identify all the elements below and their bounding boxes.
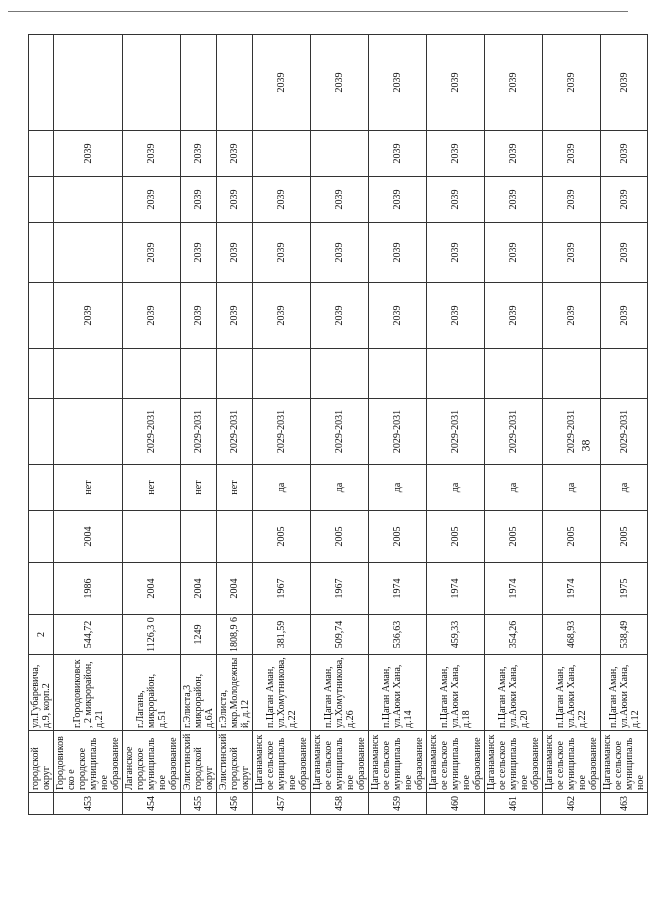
table-cell: 2039 <box>427 223 485 283</box>
table-cell <box>217 349 253 399</box>
table-cell: 2004 <box>181 563 217 615</box>
table-cell: 1974 <box>427 563 485 615</box>
table-cell: 2039 <box>311 223 369 283</box>
table-cell <box>29 131 54 177</box>
table-cell: 457 <box>253 793 311 815</box>
table-cell: 1967 <box>311 563 369 615</box>
table-cell: 2039 <box>123 131 181 177</box>
table-cell: 2039 <box>217 177 253 223</box>
table-cell: 2039 <box>311 283 369 349</box>
table-cell: 2039 <box>253 223 311 283</box>
table-cell: 2029-2031 <box>427 399 485 465</box>
table-row <box>543 35 601 815</box>
table-cell: Цаганаманское сельское муниципальное образование <box>311 731 369 793</box>
table-cell: 460 <box>427 793 485 815</box>
table-cell: 2039 <box>369 223 427 283</box>
table-cell: нет <box>123 465 181 511</box>
table-cell: 2039 <box>253 35 311 131</box>
table-cell: 2039 <box>217 283 253 349</box>
table-cell: 2039 <box>123 283 181 349</box>
table-cell: да <box>253 465 311 511</box>
table-cell: п.Цаган Аман, ул.Аюки Хана, д.12 <box>601 655 648 731</box>
table-cell: да <box>427 465 485 511</box>
table-cell: 1967 <box>253 563 311 615</box>
table-cell: 462 <box>543 793 601 815</box>
table-cell: 2 <box>29 615 54 655</box>
table-cell: 2039 <box>181 131 217 177</box>
table-cell: 2039 <box>369 35 427 131</box>
table-cell: 2005 <box>543 511 601 563</box>
table-cell: 2039 <box>485 131 543 177</box>
table-cell: да <box>369 465 427 511</box>
table-cell: 454 <box>123 793 181 815</box>
table-cell: 2039 <box>427 177 485 223</box>
table-cell: 2039 <box>181 177 217 223</box>
table-cell <box>29 35 54 131</box>
table-cell: 2039 <box>601 131 648 177</box>
table-cell <box>543 349 601 399</box>
table-cell <box>217 511 253 563</box>
table-cell: п.Цаган Аман, ул.Аюки Хана, д.22 <box>543 655 601 731</box>
table-cell: 2029-2031 <box>311 399 369 465</box>
table-cell: 2029-2031 <box>217 399 253 465</box>
table-cell: 2039 <box>217 131 253 177</box>
table-cell: 1974 <box>485 563 543 615</box>
table-cell: 2039 <box>543 131 601 177</box>
table-cell: 1126,3 0 <box>123 615 181 655</box>
table-cell: городской округ <box>29 731 54 793</box>
table-cell: 2029-2031 <box>485 399 543 465</box>
table-cell: Цаганаманское сельское муниципальное образование <box>369 731 427 793</box>
table-cell: г.Элиста, мкр.Молодежный, д.12 <box>217 655 253 731</box>
table-cell: 1808,9 6 <box>217 615 253 655</box>
table-cell <box>29 793 54 815</box>
table-cell: 458 <box>311 793 369 815</box>
table-cell: 2029-2031 <box>123 399 181 465</box>
table-cell: 2039 <box>543 35 601 131</box>
table-cell <box>181 35 217 131</box>
table-cell: да <box>311 465 369 511</box>
table-cell: 2039 <box>543 177 601 223</box>
table-cell: 2039 <box>601 283 648 349</box>
table-header-row <box>29 35 54 815</box>
table-cell: 2029-2031 <box>601 399 648 465</box>
table-cell: 2029-2031 <box>181 399 217 465</box>
table-cell: Лаганское городское муниципальное образование <box>123 731 181 793</box>
table-cell: 2039 <box>485 223 543 283</box>
table-cell: 2039 <box>485 177 543 223</box>
table-cell: 468,93 <box>543 615 601 655</box>
table-cell: Городовиковско е городское муниципальное образование <box>54 731 123 793</box>
table-cell <box>29 223 54 283</box>
table-cell: 456 <box>217 793 253 815</box>
table-cell: п.Цаган Аман, ул.Аюки Хана, д.14 <box>369 655 427 731</box>
table-cell: 2039 <box>54 131 123 177</box>
table-cell: 455 <box>181 793 217 815</box>
table-cell: 2039 <box>543 283 601 349</box>
table-cell <box>54 349 123 399</box>
table-cell: нет <box>217 465 253 511</box>
table-cell <box>54 35 123 131</box>
table-cell: 2039 <box>427 35 485 131</box>
table-cell: 2039 <box>123 177 181 223</box>
table-cell: 2039 <box>543 223 601 283</box>
table-row <box>485 35 543 815</box>
table-cell: п.Цаган Аман, ул.Хомутникова, д.22 <box>253 655 311 731</box>
table-row <box>311 35 369 815</box>
table-cell: 2004 <box>217 563 253 615</box>
table-cell: нет <box>54 465 123 511</box>
table-cell: 2004 <box>54 511 123 563</box>
table-row <box>601 35 648 815</box>
top-rule <box>8 11 628 12</box>
table-cell: г.Городовиковск, 2 микрорайон, д.21 <box>54 655 123 731</box>
table-cell: 2005 <box>311 511 369 563</box>
table-cell: 2039 <box>181 223 217 283</box>
table-cell: 2005 <box>485 511 543 563</box>
table-cell: 509,74 <box>311 615 369 655</box>
table-cell <box>54 399 123 465</box>
table-cell: 459,33 <box>427 615 485 655</box>
table-cell <box>123 511 181 563</box>
table-cell: 2039 <box>253 283 311 349</box>
table-cell: 2039 <box>427 131 485 177</box>
table-cell: Элистинский городской округ <box>181 731 217 793</box>
table-cell: 381,59 <box>253 615 311 655</box>
rotated-table-wrapper <box>28 35 646 815</box>
table-cell: 1975 <box>601 563 648 615</box>
table-cell: 1986 <box>54 563 123 615</box>
table-cell <box>29 177 54 223</box>
table-row <box>427 35 485 815</box>
table-cell <box>311 131 369 177</box>
table-row <box>123 35 181 815</box>
table-cell: п.Цаган Аман, ул.Хомутникова, д.26 <box>311 655 369 731</box>
table-cell: 2039 <box>311 177 369 223</box>
table-cell <box>29 563 54 615</box>
table-cell <box>29 511 54 563</box>
table-cell: 538,49 <box>601 615 648 655</box>
table-cell: 2005 <box>427 511 485 563</box>
table-row <box>181 35 217 815</box>
table-cell: 459 <box>369 793 427 815</box>
table-cell: Цаганаманское сельское муниципальное образование <box>427 731 485 793</box>
table-cell: п.Цаган Аман, ул.Аюки Хана, д.20 <box>485 655 543 731</box>
table-cell <box>253 131 311 177</box>
table-cell: нет <box>181 465 217 511</box>
table-cell: ул.Губаревича, д.9, корп.2 <box>29 655 54 731</box>
table-cell <box>123 35 181 131</box>
table-cell: Цаганаманское сельское муниципальное <box>601 731 648 793</box>
table-cell: 453 <box>54 793 123 815</box>
table-cell: Элистинский городской округ <box>217 731 253 793</box>
table-cell: 1249 <box>181 615 217 655</box>
program-table <box>28 34 648 815</box>
table-cell: 544,72 <box>54 615 123 655</box>
table-cell <box>485 349 543 399</box>
table-cell <box>29 283 54 349</box>
table-cell <box>217 35 253 131</box>
table-cell <box>369 349 427 399</box>
table-cell: г.Элиста,3 микрорайон, д.6А <box>181 655 217 731</box>
table-cell: 2039 <box>601 223 648 283</box>
table-cell: 461 <box>485 793 543 815</box>
table-cell: 2005 <box>369 511 427 563</box>
table-cell: 2039 <box>181 283 217 349</box>
table-cell: 2039 <box>485 35 543 131</box>
table-row <box>217 35 253 815</box>
table-cell <box>311 349 369 399</box>
table-cell: 2039 <box>369 177 427 223</box>
table-cell: 2005 <box>601 511 648 563</box>
table-cell: 2039 <box>427 283 485 349</box>
table-cell: да <box>601 465 648 511</box>
table-cell: да <box>485 465 543 511</box>
table-cell: 1974 <box>543 563 601 615</box>
table-cell <box>29 349 54 399</box>
table-cell <box>29 399 54 465</box>
table-cell: 2039 <box>485 283 543 349</box>
table-cell: 2039 <box>253 177 311 223</box>
table-row <box>54 35 123 815</box>
page-number: 38 <box>578 439 593 452</box>
table-cell: 2039 <box>311 35 369 131</box>
table-cell: 1974 <box>369 563 427 615</box>
table-cell: 2039 <box>123 223 181 283</box>
table-cell: п.Цаган Аман, ул.Аюки Хана, д.18 <box>427 655 485 731</box>
table-cell: 2029-2031 <box>543 399 601 465</box>
table-cell <box>54 177 123 223</box>
table-cell: Цаганаманское сельское муниципальное образование <box>485 731 543 793</box>
table-cell: г.Лагань, микрорайон, д.51 <box>123 655 181 731</box>
table-cell: 2039 <box>369 283 427 349</box>
table-cell: 2029-2031 <box>253 399 311 465</box>
table-cell: 2039 <box>54 283 123 349</box>
table-cell: 2029-2031 <box>369 399 427 465</box>
table-cell: Цаганаманское сельское муниципальное образование <box>253 731 311 793</box>
table-cell <box>181 511 217 563</box>
table-row <box>253 35 311 815</box>
table-cell: 2039 <box>369 131 427 177</box>
table-cell: 2039 <box>601 35 648 131</box>
table-cell <box>427 349 485 399</box>
table-cell <box>29 465 54 511</box>
table-cell: 463 <box>601 793 648 815</box>
table-cell: 2039 <box>217 223 253 283</box>
table-cell: 2004 <box>123 563 181 615</box>
table-cell: да <box>543 465 601 511</box>
table-cell: 2005 <box>253 511 311 563</box>
table-cell <box>54 223 123 283</box>
table-cell <box>181 349 217 399</box>
table-row <box>369 35 427 815</box>
table-cell <box>123 349 181 399</box>
table-cell: 2039 <box>601 177 648 223</box>
table-cell <box>253 349 311 399</box>
table-cell <box>601 349 648 399</box>
table-cell: 536,63 <box>369 615 427 655</box>
table-body <box>29 35 648 815</box>
table-cell: 354,26 <box>485 615 543 655</box>
table-cell: Цаганаманское сельское муниципальное образование <box>543 731 601 793</box>
